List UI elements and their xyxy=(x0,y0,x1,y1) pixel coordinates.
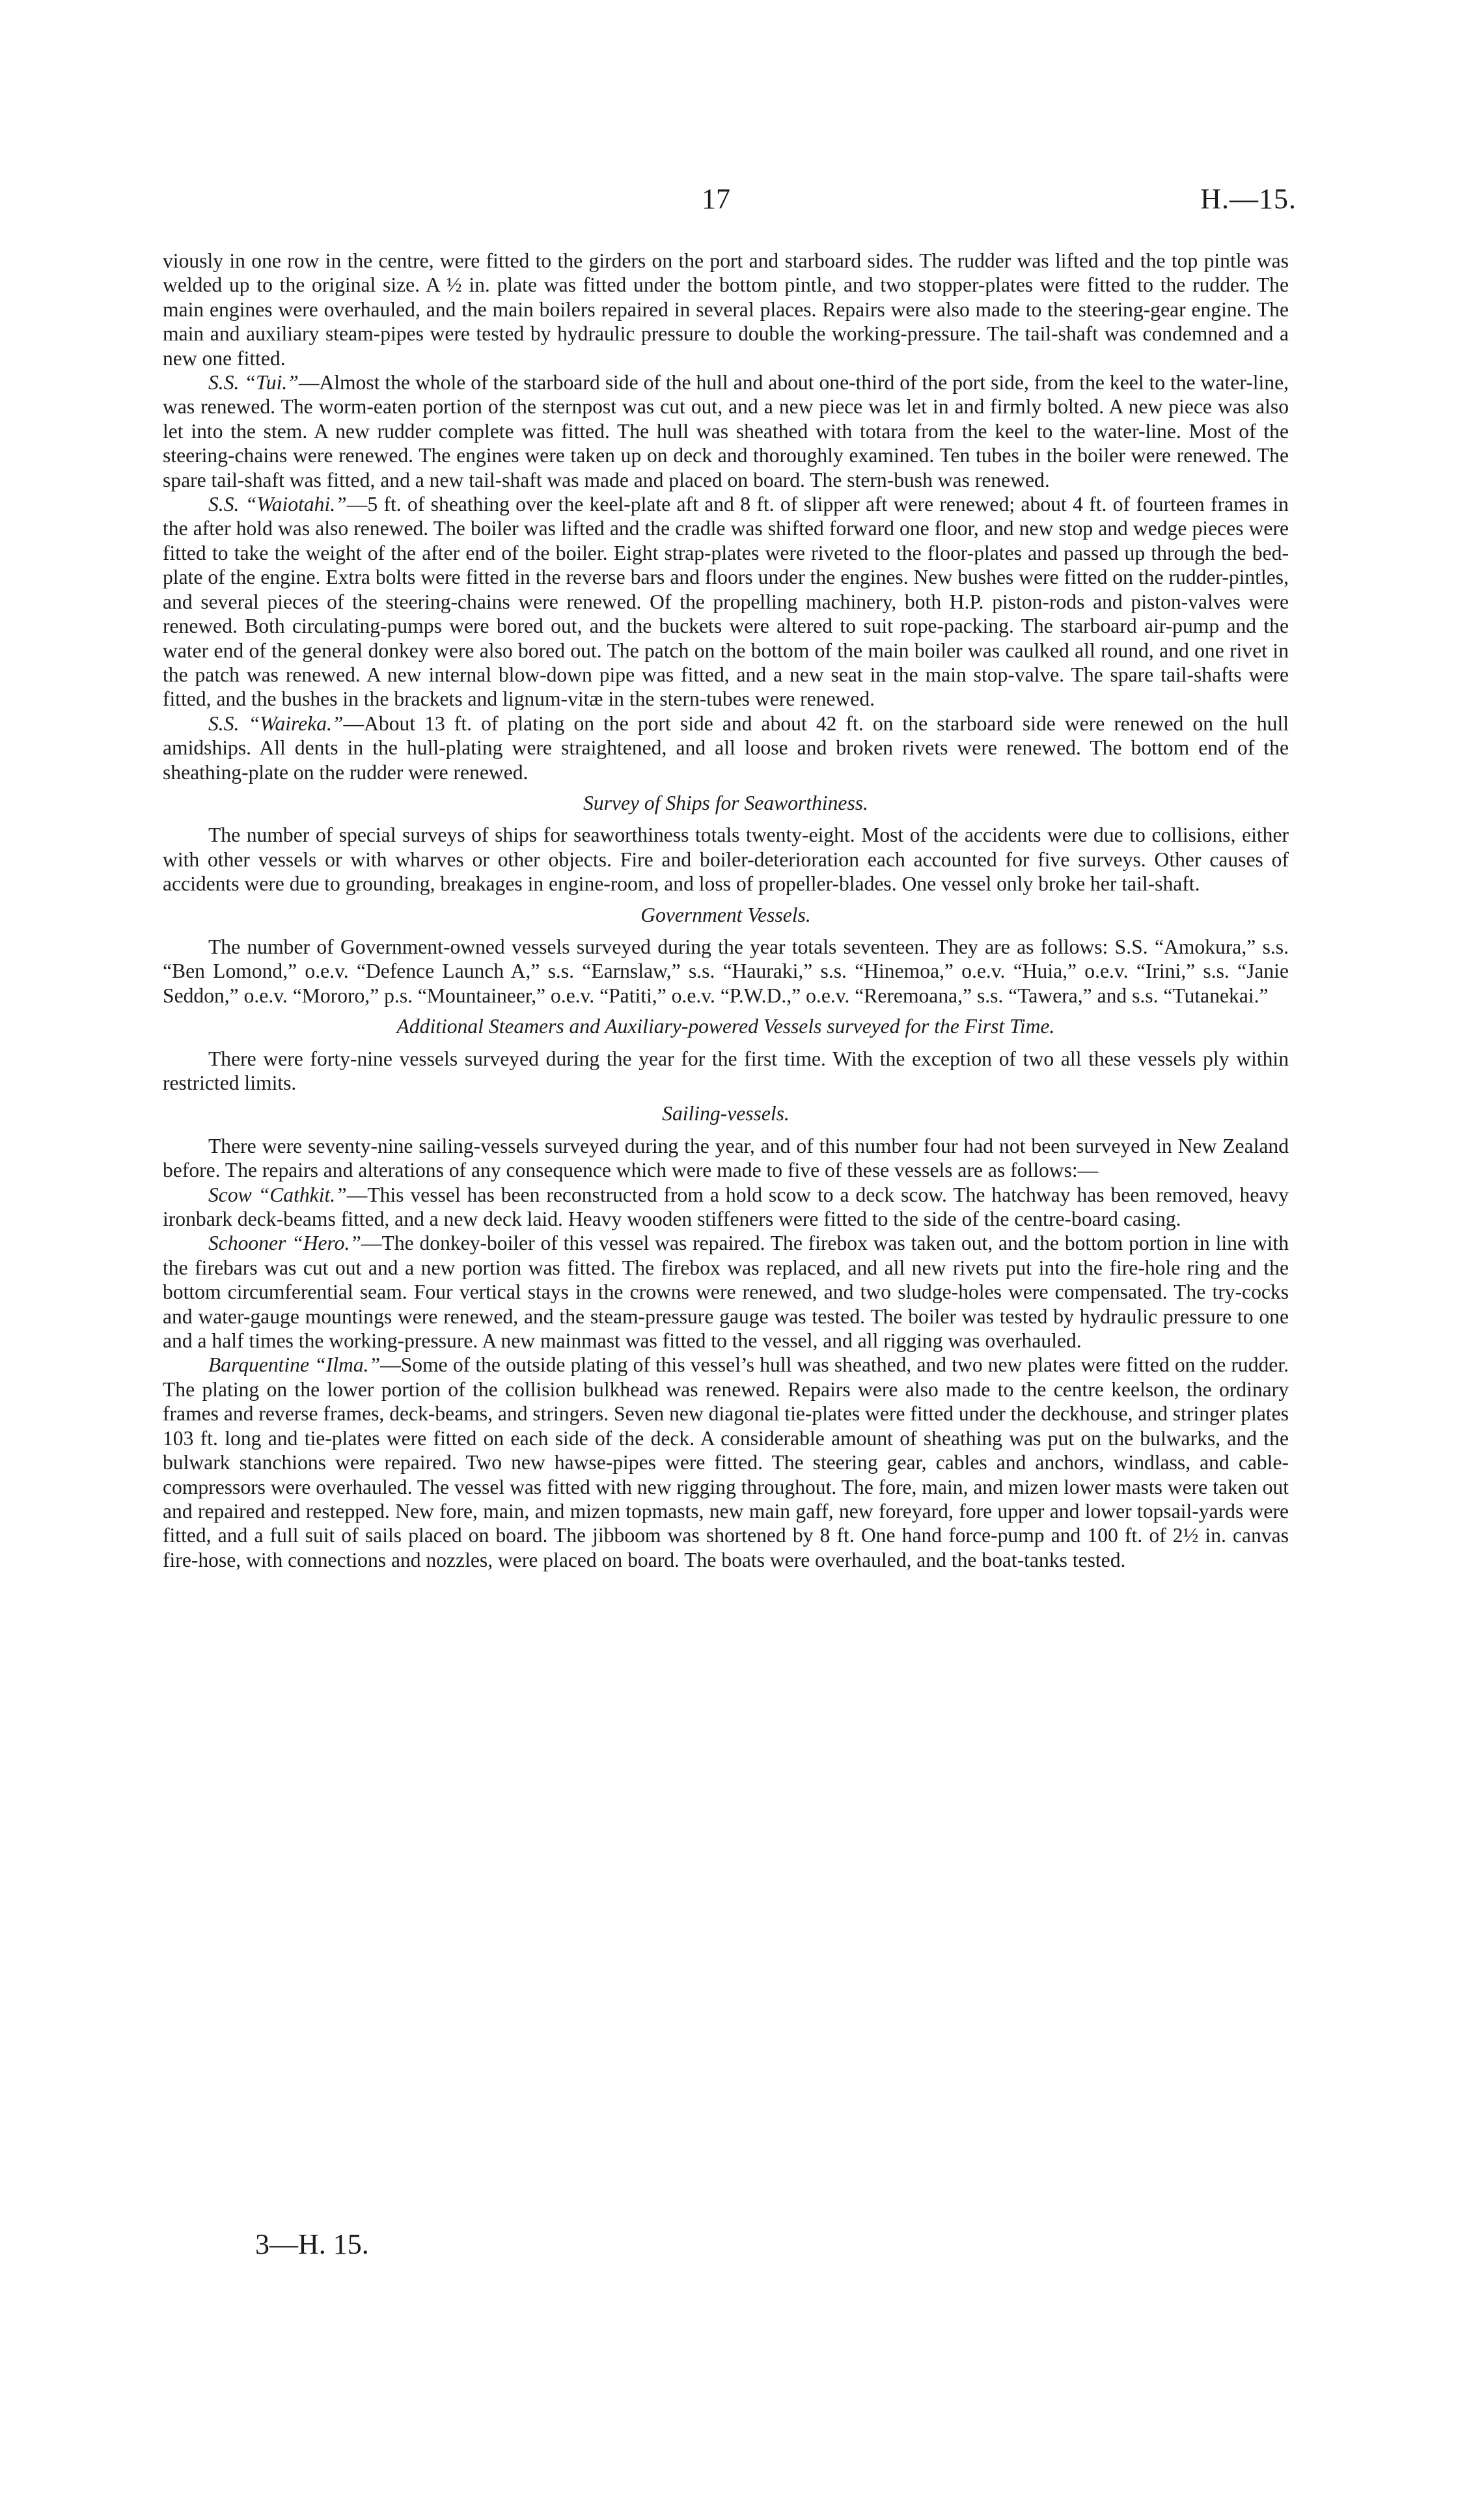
section-heading-additional-steamers: Additional Steamers and Auxiliary-powered Vessels surveyed for the First Time. xyxy=(396,1015,1055,1038)
paragraph-text: —Almost the whole of the starboard side of the hull and about one-third of the port side, from the keel to the water-line, was renewed. The worm-eaten portion of the sternpost was cut out, and a new piece was let in and firmly bolted. A new piece was also let into the stem. A new rudder complete was fitted. The hull was sheathed with totara from the keel to the water-line. Most of the steering-chains were renewed. The engines were taken up on deck and thoroughly examined. Ten tubes in the boiler were renewed. The spare tail-shaft was fitted, and a new tail-shaft was made and placed on board. The stern-bush was renewed. xyxy=(163,371,1289,491)
vessel-name-hero: Schooner “Hero.” xyxy=(208,1232,361,1255)
paragraph-seaworthiness: The number of special surveys of ships for seaworthiness totals twenty-eight. Most of the accidents were due to collisions, either with other vessels or with wharves or other objects. Fire and boiler-deterioration each accounted for five surveys. Other causes of accidents were due to grounding, breakages in engine-room, and loss of propeller-blades. One vessel only broke her tail-shaft. xyxy=(163,823,1289,896)
page-number: 17 xyxy=(702,183,730,215)
document-code: H.—15. xyxy=(1200,183,1297,215)
paragraph-schooner-hero xyxy=(163,1231,1289,1353)
section-heading-sailing-vessels: Sailing-vessels. xyxy=(662,1102,790,1126)
paragraph-text: —The donkey-boiler of this vessel was repaired. The firebox was taken out, and the bottom portion in line with the firebars was cut out and a new portion was fitted. The firebox was replaced, and all new rivets put into the fire-hole ring and the bottom circumferential seam. Four vertical stays in the crowns were renewed, and two sludge-holes were compensated. The try-cocks and water-gauge mountings were renewed, and the steam-pressure gauge was tested. The boiler was tested by hydraulic pressure to one and a half times the working-pressure. A new mainmast was fitted to the vessel, and all rigging was overhauled. xyxy=(163,1232,1289,1353)
paragraph-additional-steamers: There were forty-nine vessels surveyed during the year for the first time. With the exception of two all these vessels ply within restricted limits. xyxy=(163,1047,1289,1094)
paragraph-text: —5 ft. of sheathing over the keel-plate aft and 8 ft. of slipper aft were renewed; about 4 ft. of fourteen frames in the after hold was also renewed. The boiler was lifted and the cradle was shifted forward one floor, and new stop and wedge pieces were fitted to take the weight of the after end of the boiler. Eight strap-plates were riveted to the floor-plates and passed up through the bed-plate of the engine. Extra bolts were fitted in the reverse bars and floors under the engines. New bushes were fitted on the rudder-pintles, and several pieces of the steering-chains were renewed. Of the propelling machinery, both H.P. piston-rods and piston-valves were renewed. Both circulating-pumps were bored out, and the buckets were altered to suit rope-packing. The starboard air-pump and the water end of the general donkey were also bored out. The patch on the bottom of the main boiler was caulked all round, and one rivet in the patch was renewed. A new internal blow-down pipe was fitted, and a new seat in the main stop-valve. The spare tail-shafts were fitted, and the bushes in the brackets and lignum-vitæ in the stern-tubes were renewed. xyxy=(163,493,1289,711)
body-text xyxy=(163,249,1289,1572)
section-heading-government-vessels: Government Vessels. xyxy=(640,903,811,926)
paragraph-ss-waiotahi xyxy=(163,492,1289,711)
section-heading-seaworthiness: Survey of Ships for Seaworthiness. xyxy=(583,791,868,814)
paragraph-sailing-vessels: There were seventy-nine sailing-vessels surveyed during the year, and of this number four had not been surveyed in New Zealand before. The repairs and alterations of any consequence which were made to five of these vessels are as follows:— xyxy=(163,1134,1289,1182)
paragraph-continuation: viously in one row in the centre, were fitted to the girders on the port and starboard sides. The rudder was lifted and the top pintle was welded up to the original size. A ½ in. plate was fitted under the bottom pintle, and two stopper-plates were fitted to the rudder. The main engines were overhauled, and the main boilers repaired in several places. Repairs were also made to the steering-gear engine. The main and auxiliary steam-pipes were tested by hydraulic pressure to double the working-pressure. The tail-shaft was condemned and a new one fitted. xyxy=(163,249,1289,370)
paragraph-text: —This vessel has been reconstructed from a hold scow to a deck scow. The hatchway has been removed, heavy ironbark deck-beams fitted, and a new deck laid. Heavy wooden stiffeners were fitted to the side of the centre-board casing. xyxy=(163,1183,1289,1231)
paragraph-barquentine-ilma xyxy=(163,1353,1289,1572)
paragraph-government-vessels: The number of Government-owned vessels surveyed during the year totals seventeen. They are as follows: S.S. “Amokura,” s.s. “Ben Lomond,” o.e.v. “Defence Launch A,” s.s. “Earnslaw,” s.s. “Hauraki,” s.s. “Hinemoa,” o.e.v. “Huia,” o.e.v. “Irini,” s.s. “Janie Seddon,” o.e.v. “Mororo,” p.s. “Mountaineer,” o.e.v. “Patiti,” o.e.v. “P.W.D.,” o.e.v. “Reremoana,” s.s. “Tawera,” and s.s. “Tutanekai.” xyxy=(163,935,1289,1007)
paragraph-ss-waireka xyxy=(163,711,1289,784)
vessel-name-tui: S.S. “Tui.” xyxy=(208,371,299,394)
vessel-name-waiotahi: S.S. “Waiotahi.” xyxy=(208,493,347,516)
paragraph-text: —Some of the outside plating of this vessel’s hull was sheathed, and two new plates were fitted on the rudder. The plating on the lower portion of the collision bulkhead was renewed. Repairs were also made to the centre keelson, the ordinary frames and reverse frames, deck-beams, and stringers. Seven new diagonal tie-plates were fitted under the deckhouse, and stringer plates 103 ft. long and tie-plates were fitted on each side of the deck. A considerable amount of sheathing was put on the bulwarks, and the bulwark stanchions were repaired. Two new hawse-pipes were fitted. The steering gear, cables and anchors, windlass, and cable-compressors were overhauled. The vessel was fitted with new rigging throughout. The fore, main, and mizen lower masts were taken out and repaired and restepped. New fore, main, and mizen topmasts, new main gaff, new foreyard, fore upper and lower topsail-yards were fitted, and a full suit of sails placed on board. The jibboom was shortened by 8 ft. One hand force-pump and 100 ft. of 2½ in. canvas fire-hose, with connections and nozzles, were placed on board. The boats were overhauled, and the boat-tanks tested. xyxy=(163,1353,1289,1571)
paragraph-scow-cathkit xyxy=(163,1183,1289,1232)
vessel-name-waireka: S.S. “Waireka.” xyxy=(208,711,344,735)
vessel-name-ilma: Barquentine “Ilma.” xyxy=(208,1353,381,1377)
vessel-name-cathkit: Scow “Cathkit.” xyxy=(208,1183,347,1206)
paragraph-text: —About 13 ft. of plating on the port side and about 42 ft. on the starboard side were renewed on the hull amidships. All dents in the hull-plating were straightened, and all loose and broken rivets were renewed. The bottom end of the sheathing-plate on the rudder were renewed. xyxy=(163,711,1289,784)
page-header xyxy=(0,180,1484,219)
paragraph-ss-tui xyxy=(163,370,1289,492)
footer-signature: 3—H. 15. xyxy=(255,2228,369,2260)
